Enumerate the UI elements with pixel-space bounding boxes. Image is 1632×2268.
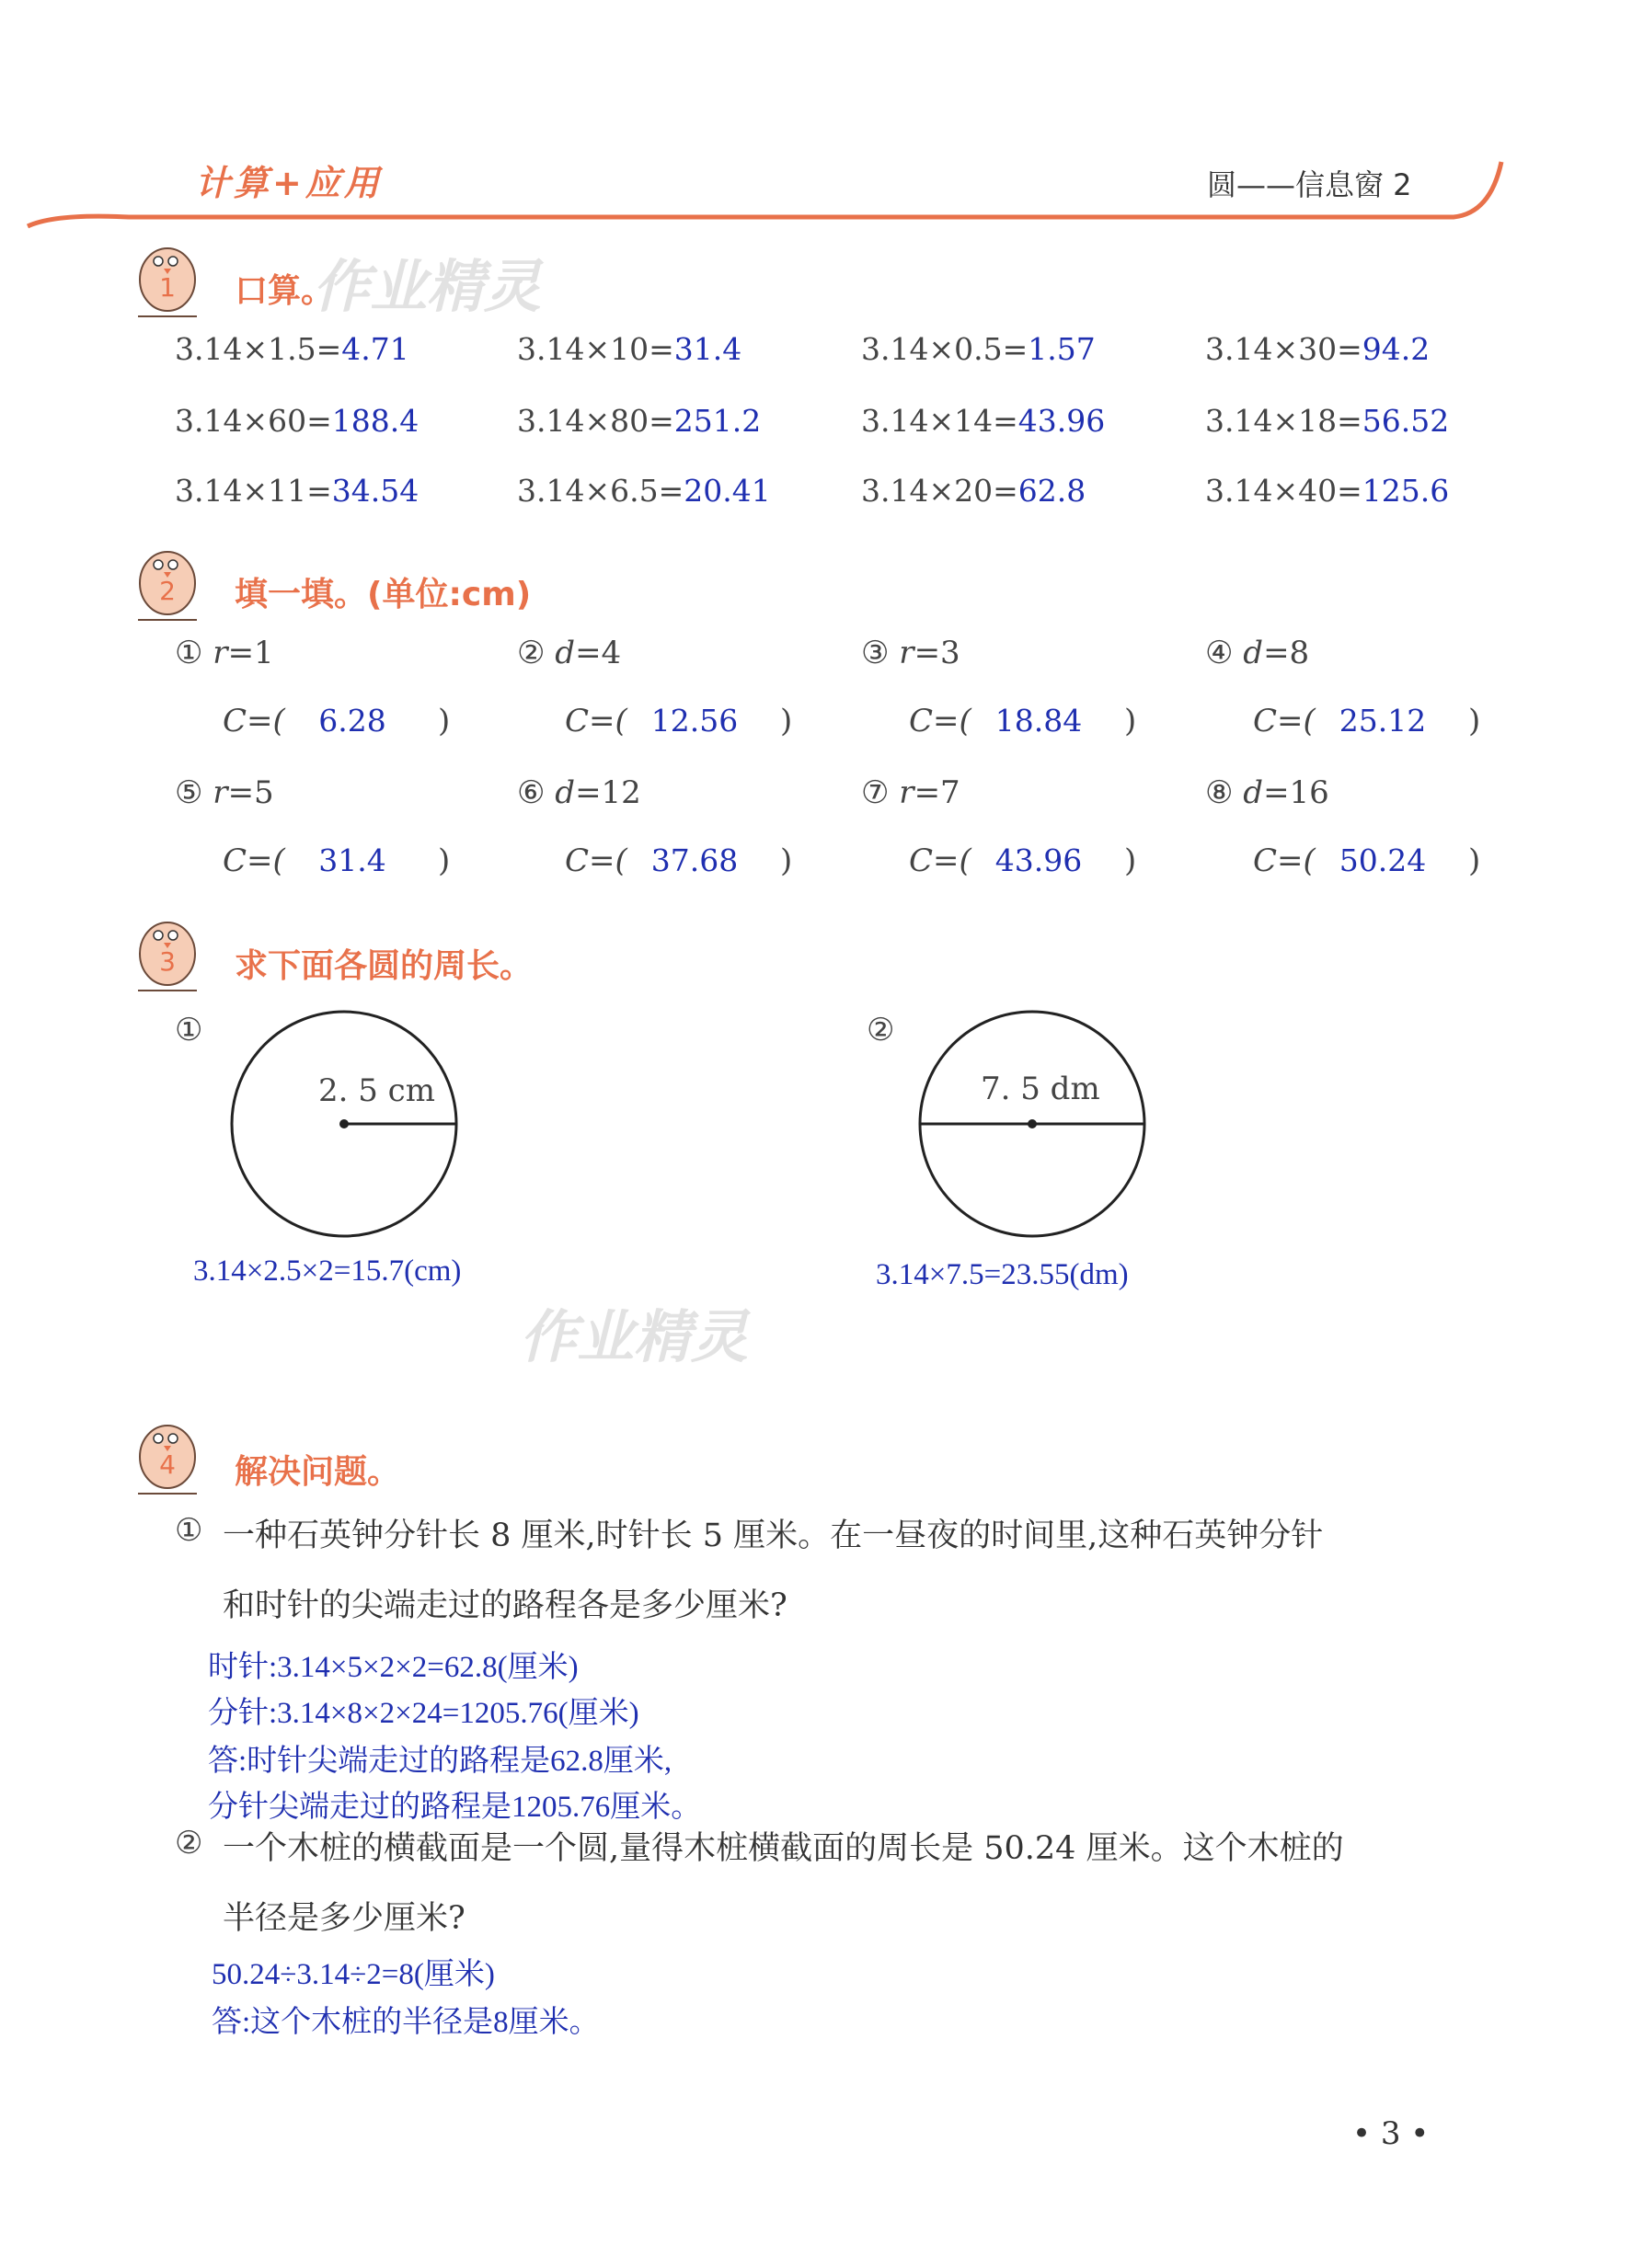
- problem-2-answer-1: 50.24÷3.14÷2=8(厘米): [212, 1958, 495, 1991]
- watermark-top: 作业精灵: [313, 253, 542, 320]
- fill-in-number: ②: [517, 635, 546, 671]
- fill-in-variable: r: [213, 635, 228, 671]
- svg-text:3: 3: [159, 946, 176, 977]
- mental-math-item: [517, 331, 741, 367]
- mental-math-question: 3.14×20=: [861, 473, 1018, 509]
- closing-paren: ): [438, 842, 451, 879]
- mental-math-question: 3.14×30=: [1205, 331, 1362, 367]
- problem-2-line-2: 半径是多少厘米?: [223, 1900, 465, 1937]
- fill-in-number: ④: [1205, 635, 1234, 671]
- mental-math-answer: 43.96: [1017, 403, 1106, 439]
- closing-paren: ): [1124, 842, 1137, 879]
- mental-math-question: 3.14×40=: [1205, 473, 1362, 509]
- mental-math-item: [175, 473, 419, 509]
- circumference-answer: 37.68: [650, 842, 739, 878]
- fill-in-given: [861, 635, 960, 671]
- mental-math-answer: 62.8: [1017, 473, 1086, 509]
- fill-in-value: =12: [575, 774, 641, 811]
- problem-1-answer-1: 时针:3.14×5×2×2=62.8(厘米): [208, 1651, 579, 1684]
- circumference-label: C=(: [565, 703, 627, 739]
- mental-math-item: [517, 403, 761, 439]
- fill-in-given: [1205, 774, 1329, 811]
- figure-2-answer: 3.14×7.5=23.55(dm): [876, 1258, 1129, 1291]
- fill-in-variable: r: [899, 635, 914, 671]
- fill-in-value: =8: [1263, 635, 1310, 671]
- fill-in-number: ⑦: [861, 774, 890, 811]
- problem-1-line-1: 一种石英钟分针长 8 厘米,时针长 5 厘米。在一昼夜的时间里,这种石英钟分针: [223, 1518, 1324, 1554]
- fill-in-given: [1205, 635, 1309, 671]
- fill-in-variable: d: [555, 774, 576, 811]
- circumference-answer: 31.4: [318, 842, 386, 878]
- mental-math-item: [517, 473, 771, 509]
- svg-text:2: 2: [159, 576, 176, 606]
- section-3-bird-icon: [131, 915, 204, 998]
- figure-1-number: ①: [175, 1012, 203, 1048]
- fill-in-given: [175, 635, 274, 671]
- mental-math-answer: 56.52: [1362, 403, 1450, 439]
- header-curve: [18, 156, 1509, 239]
- section-4-title: 解决问题。: [235, 1453, 401, 1491]
- mental-math-item: [1205, 473, 1449, 509]
- fill-in-number: ⑥: [517, 774, 546, 811]
- mental-math-answer: 251.2: [673, 403, 762, 439]
- header-left-title: 计算+应用: [195, 163, 383, 203]
- fill-in-variable: r: [899, 774, 914, 811]
- mental-math-question: 3.14×6.5=: [517, 473, 684, 509]
- section-3-title: 求下面各圆的周长。: [235, 947, 534, 985]
- circumference-answer: 43.96: [994, 842, 1083, 878]
- circumference-answer: 12.56: [650, 703, 739, 739]
- circle-figure-diameter: [909, 1002, 1167, 1251]
- fill-in-variable: d: [1243, 635, 1264, 671]
- fill-in-given: [175, 774, 274, 811]
- mental-math-question: 3.14×11=: [175, 473, 332, 509]
- fill-in-variable: d: [1243, 774, 1264, 811]
- figure-2-number: ②: [867, 1012, 895, 1048]
- fill-in-value: =1: [227, 635, 274, 671]
- closing-paren: ): [1468, 842, 1481, 879]
- mental-math-item: [175, 331, 409, 367]
- closing-paren: ): [1468, 703, 1481, 739]
- problem-2-line-1: 一个木桩的横截面是一个圆,量得木桩横截面的周长是 50.24 厘米。这个木桩的: [223, 1830, 1344, 1867]
- fill-in-number: ⑤: [175, 774, 203, 811]
- problem-1-answer-4: 分针尖端走过的路程是1205.76厘米。: [208, 1791, 702, 1824]
- mental-math-answer: 4.71: [341, 331, 409, 367]
- mental-math-answer: 188.4: [331, 403, 419, 439]
- mental-math-answer: 31.4: [673, 331, 742, 367]
- circumference-label: C=(: [909, 703, 971, 739]
- mental-math-question: 3.14×14=: [861, 403, 1018, 439]
- mental-math-question: 3.14×1.5=: [175, 331, 342, 367]
- mental-math-answer: 20.41: [684, 473, 771, 509]
- circumference-answer: 50.24: [1339, 842, 1427, 878]
- figure-2-label: 7. 5 dm: [981, 1071, 1100, 1107]
- page-number: • 3 •: [1352, 2115, 1430, 2152]
- fill-in-variable: r: [213, 774, 228, 811]
- circumference-label: C=(: [223, 703, 285, 739]
- svg-text:1: 1: [159, 272, 176, 303]
- problem-1-answer-2: 分针:3.14×8×2×24=1205.76(厘米): [208, 1697, 639, 1730]
- mental-math-question: 3.14×18=: [1205, 403, 1362, 439]
- circumference-answer: 18.84: [994, 703, 1083, 739]
- circumference-answer: 25.12: [1339, 703, 1427, 739]
- mental-math-question: 3.14×10=: [517, 331, 674, 367]
- mental-math-question: 3.14×60=: [175, 403, 332, 439]
- circumference-label: C=(: [1253, 703, 1316, 739]
- problem-1-number: ①: [175, 1512, 203, 1549]
- closing-paren: ): [438, 703, 451, 739]
- circumference-label: C=(: [223, 842, 285, 879]
- closing-paren: ): [780, 842, 793, 879]
- problem-2-answer-2: 答:这个木桩的半径是8厘米。: [212, 2006, 600, 2039]
- section-1-title: 口算。: [235, 272, 335, 310]
- mental-math-question: 3.14×0.5=: [861, 331, 1029, 367]
- fill-in-value: =16: [1263, 774, 1329, 811]
- watermark-middle: 作业精灵: [520, 1303, 749, 1370]
- closing-paren: ): [780, 703, 793, 739]
- circle-figure-radius: [221, 1002, 478, 1251]
- mental-math-item: [1205, 403, 1449, 439]
- section-4-bird-icon: [131, 1418, 204, 1501]
- fill-in-variable: d: [555, 635, 576, 671]
- fill-in-number: ③: [861, 635, 890, 671]
- mental-math-answer: 1.57: [1028, 331, 1096, 367]
- circumference-label: C=(: [565, 842, 627, 879]
- mental-math-item: [861, 331, 1096, 367]
- header-right-title: 圆——信息窗 2: [1207, 167, 1412, 202]
- figure-1-answer: 3.14×2.5×2=15.7(cm): [193, 1254, 462, 1288]
- fill-in-value: =5: [227, 774, 274, 811]
- fill-in-value: =3: [914, 635, 960, 671]
- mental-math-item: [861, 403, 1105, 439]
- mental-math-item: [175, 403, 419, 439]
- problem-1-answer-3: 答:时针尖端走过的路程是62.8厘米,: [208, 1745, 672, 1778]
- mental-math-item: [861, 473, 1086, 509]
- fill-in-value: =4: [575, 635, 622, 671]
- problem-2-number: ②: [175, 1825, 203, 1861]
- fill-in-given: [861, 774, 960, 811]
- closing-paren: ): [1124, 703, 1137, 739]
- mental-math-answer: 34.54: [331, 473, 419, 509]
- fill-in-number: ①: [175, 635, 203, 671]
- mental-math-answer: 94.2: [1362, 331, 1431, 367]
- circumference-label: C=(: [1253, 842, 1316, 879]
- mental-math-item: [1205, 331, 1430, 367]
- mental-math-answer: 125.6: [1362, 473, 1450, 509]
- fill-in-given: [517, 635, 621, 671]
- section-2-title: 填一填。(单位:cm): [235, 576, 532, 613]
- fill-in-number: ⑧: [1205, 774, 1234, 811]
- fill-in-given: [517, 774, 641, 811]
- svg-text:4: 4: [159, 1449, 176, 1480]
- problem-1-line-2: 和时针的尖端走过的路程各是多少厘米?: [223, 1587, 787, 1624]
- circumference-label: C=(: [909, 842, 971, 879]
- mental-math-question: 3.14×80=: [517, 403, 674, 439]
- fill-in-value: =7: [914, 774, 960, 811]
- section-1-bird-icon: [131, 241, 204, 324]
- circumference-answer: 6.28: [318, 703, 386, 739]
- figure-1-label: 2. 5 cm: [318, 1072, 435, 1109]
- section-2-bird-icon: [131, 544, 204, 627]
